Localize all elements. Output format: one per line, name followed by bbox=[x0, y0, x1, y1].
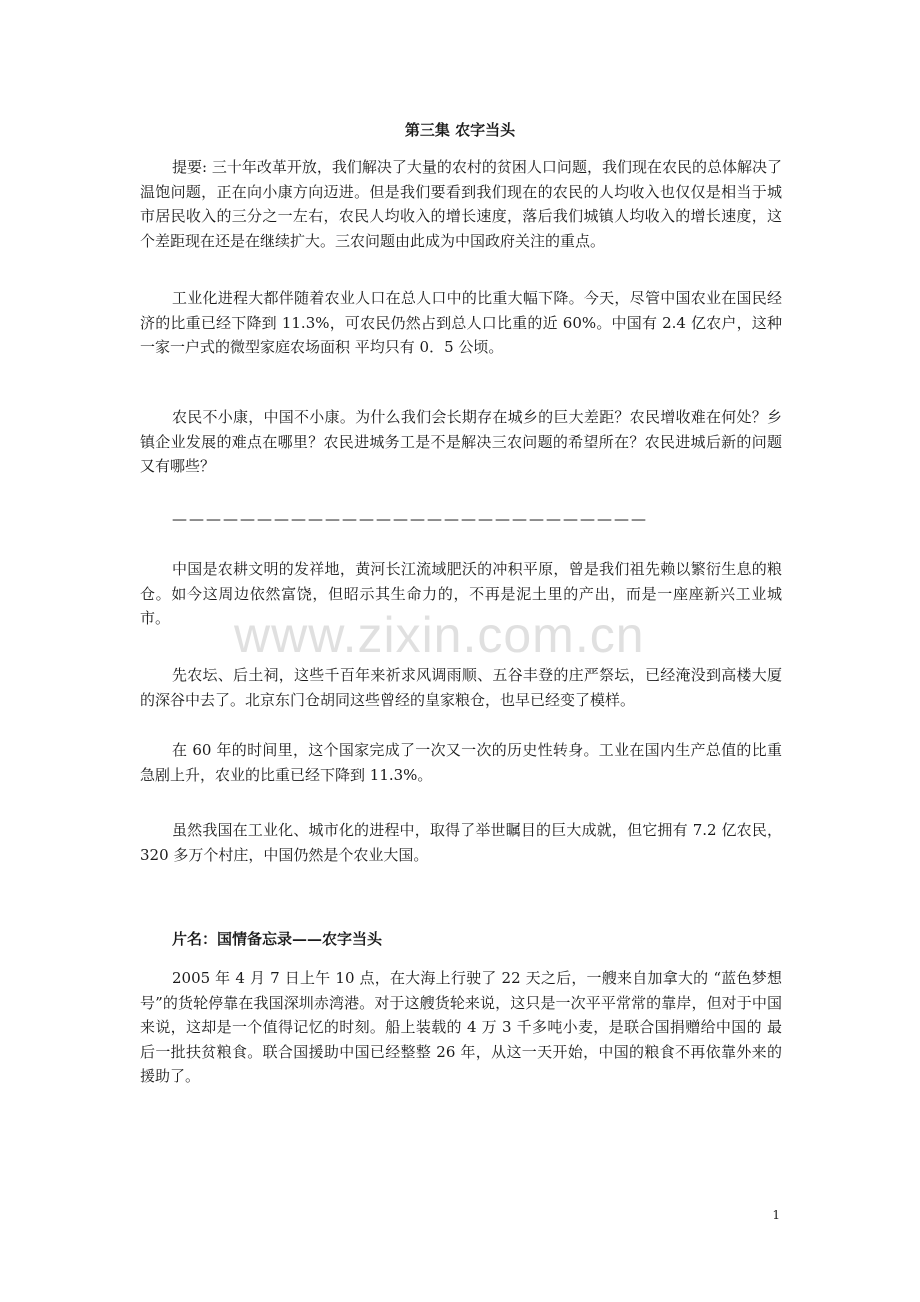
body-paragraph: 2005 年 4 月 7 日上午 10 点，在大海上行驶了 22 天之后，一艘来自加拿大的 “蓝色梦想号”的货轮停靠在我国深圳赤湾港。对于这艘货轮来说，这只是一次平平常常的靠岸，但对于中国来说，这却是一个值得记忆的时刻。船上装载的 4 万 3 千多吨小麦，是联合国捐赠给中国的 最后一批扶贫粮食。联合国援助中国已经整整 26 年，从这一天开始，中国的粮食不再依靠外来的援助了。 bbox=[140, 969, 782, 1085]
watermark: www.zixin.com.cn bbox=[234, 607, 645, 663]
section-heading: 片名：国情备忘录——农字当头 bbox=[172, 930, 383, 948]
summary-paragraph: 提要: 三十年改革开放，我们解决了大量的农村的贫困人口问题，我们现在农民的总体解决了温饱问题，正在向小康方向迈进。但是我们要看到我们现在的农民的人均收入也仅仅是相当于城市居民收入的三分之一左右，农民人均收入的增长速度，落后我们城镇人均收入的增长速度，这个差距现在还是在继续扩大。三农问题由此成为中国政府关注的重点。 bbox=[140, 158, 782, 250]
page-title: 第三集 农字当头 bbox=[404, 121, 516, 139]
body-paragraph: 中国是农耕文明的发祥地，黄河长江流域肥沃的冲积平原，曾是我们祖先赖以繁衍生息的粮仓。如今这周边依然富饶，但昭示其生命力的，不再是泥土里的产出，而是一座座新兴工业城市。 bbox=[140, 560, 782, 627]
body-paragraph: 虽然我国在工业化、城市化的进程中，取得了举世瞩目的巨大成就，但它拥有 7.2 亿农民，320 多万个村庄，中国仍然是个农业大国。 bbox=[140, 821, 782, 864]
body-paragraph: 工业化进程大都伴随着农业人口在总人口中的比重大幅下降。今天，尽管中国农业在国民经济的比重已经下降到 11.3%，可农民仍然占到总人口比重的近 60%。中国有 2.4 亿农户，这种一家一户式的微型家庭农场面积 平均只有 0．5 公顷。 bbox=[140, 289, 782, 356]
body-paragraph: 在 60 年的时间里，这个国家完成了一次又一次的历史性转身。工业在国内生产总值的比重急剧上升，农业的比重已经下降到 11.3%。 bbox=[140, 741, 782, 784]
body-paragraph: 先农坛、后土祠，这些千百年来祈求风调雨顺、五谷丰登的庄严祭坛，已经淹没到高楼大厦的深谷中去了。北京东门仓胡同这些曾经的皇家粮仓，也早已经变了模样。 bbox=[140, 666, 782, 709]
dashed-divider: ———————————————————————————— bbox=[172, 510, 648, 528]
body-paragraph: 农民不小康，中国不小康。为什么我们会长期存在城乡的巨大差距？农民增收难在何处？乡镇企业发展的难点在哪里？农民进城务工是不是解决三农问题的希望所在？农民进城后新的问题又有哪些？ bbox=[140, 408, 782, 475]
page-number: 1 bbox=[772, 1208, 780, 1222]
